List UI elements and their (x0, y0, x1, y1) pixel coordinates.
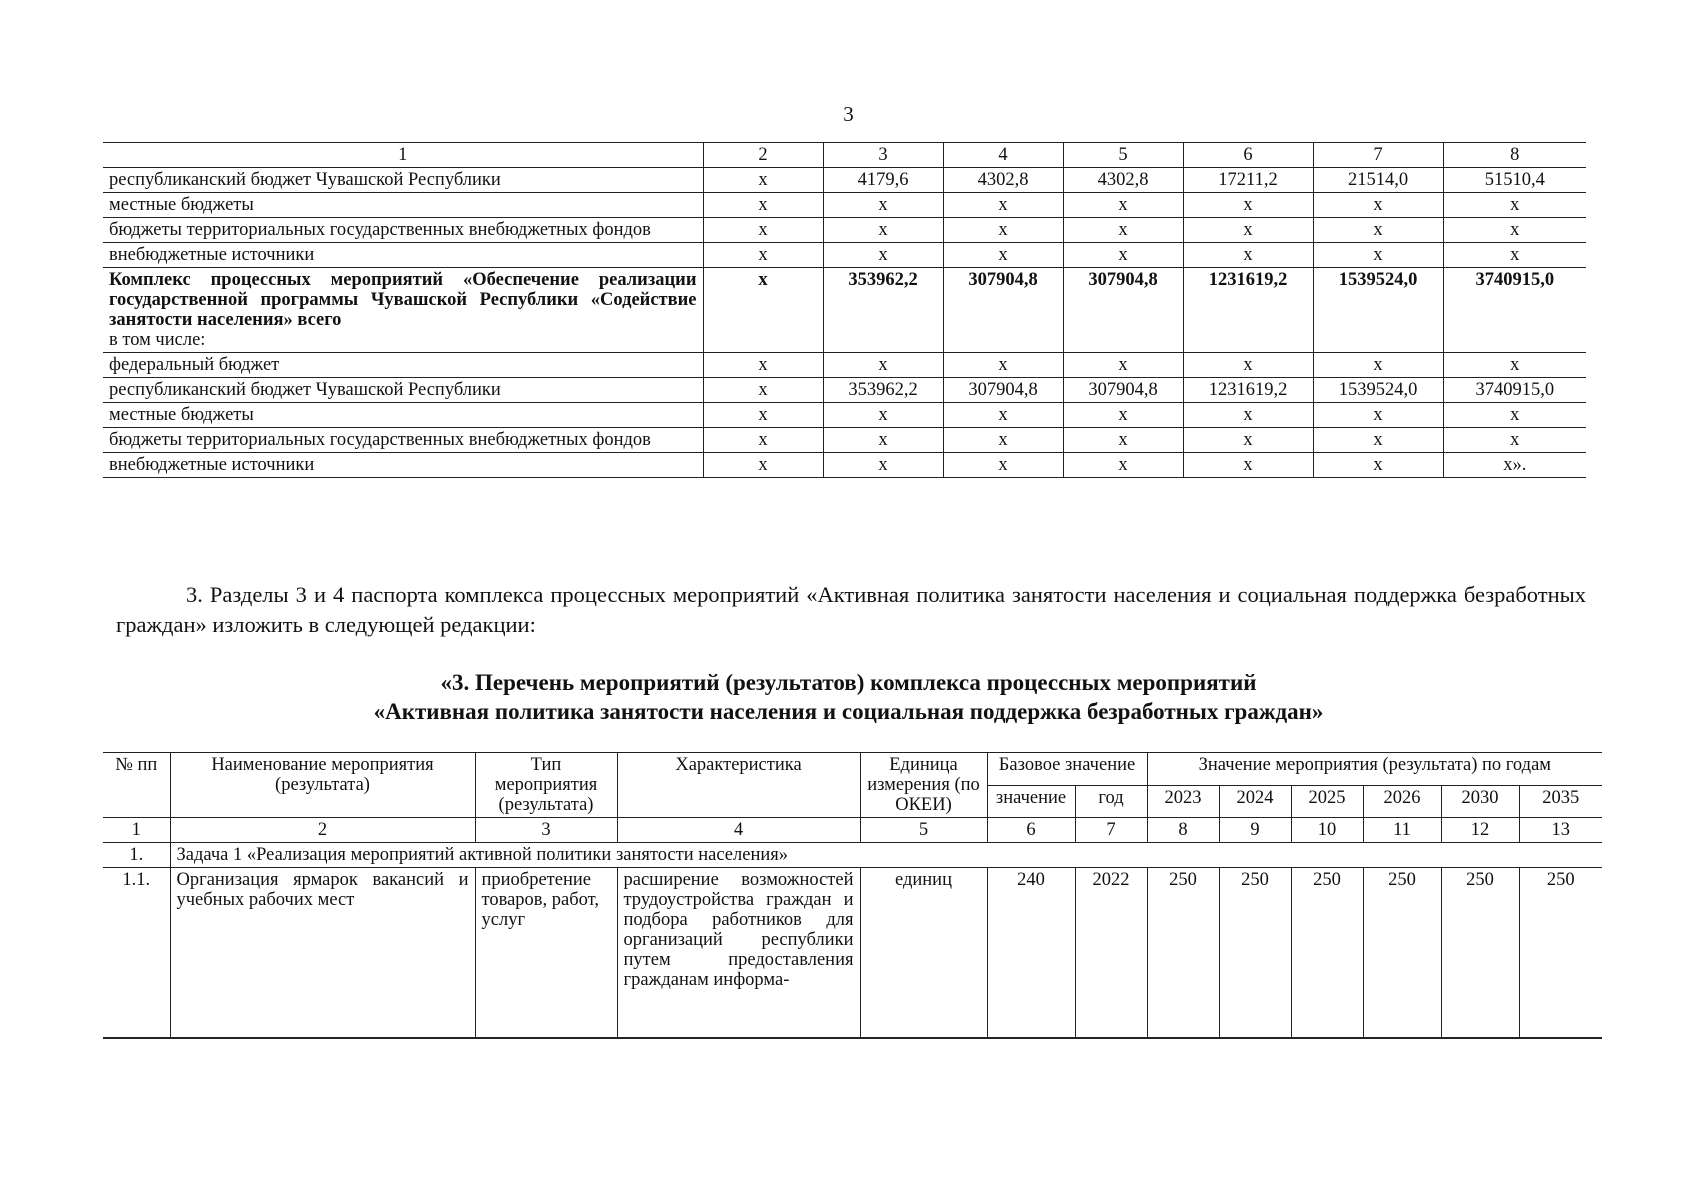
header-name: Наименование мероприятия (результата) (170, 753, 475, 818)
header-year: 2035 (1519, 785, 1602, 818)
cell: x (823, 353, 943, 378)
cell: x (1183, 428, 1313, 453)
cell: x (1063, 403, 1183, 428)
header-cell: 7 (1313, 143, 1443, 168)
header-characteristic: Характеристика (617, 753, 860, 818)
cell: 1539524,0 (1313, 378, 1443, 403)
header-cell: 4 (943, 143, 1063, 168)
cell: 1231619,2 (1183, 378, 1313, 403)
cell: x (943, 353, 1063, 378)
cell: x (1063, 428, 1183, 453)
header-year: 2024 (1219, 785, 1291, 818)
cell: 353962,2 (823, 268, 943, 353)
cell: 307904,8 (943, 268, 1063, 353)
row-label: бюджеты территориальных государственных внебюджетных фондов (103, 218, 703, 243)
cell: 353962,2 (823, 378, 943, 403)
cell: 4302,8 (943, 168, 1063, 193)
item-type: приобретение товаров, работ, услуг (475, 868, 617, 1038)
cell: x (823, 403, 943, 428)
row-label: внебюджетные источники (103, 453, 703, 478)
column-number: 12 (1441, 818, 1519, 843)
column-number: 5 (860, 818, 987, 843)
cell: x (1313, 403, 1443, 428)
page-number: 3 (843, 102, 854, 126)
cell: x (943, 403, 1063, 428)
table-row (103, 453, 1586, 478)
item-base-year: 2022 (1075, 868, 1147, 1038)
cell: x (1443, 193, 1586, 218)
row-label: бюджеты территориальных государственных внебюджетных фондов (103, 428, 703, 453)
column-number: 6 (987, 818, 1075, 843)
cell: 21514,0 (1313, 168, 1443, 193)
section-title-line-1: «3. Перечень мероприятий (результатов) комплекса процессных мероприятий (440, 670, 1257, 695)
row-label: республиканский бюджет Чувашской Республики (103, 168, 703, 193)
activities-table (103, 752, 1602, 1039)
cell: x (703, 193, 823, 218)
financing-table (103, 142, 1586, 478)
header-cell: 5 (1063, 143, 1183, 168)
total-label: Комплекс процессных мероприятий «Обеспечение реализации государственной программы Чувашской Республики «Содействие занятости населения» всего (109, 270, 697, 330)
cell: x (943, 243, 1063, 268)
header-cell: 8 (1443, 143, 1586, 168)
table-row (103, 428, 1586, 453)
column-number: 1 (103, 818, 170, 843)
cell: x (1183, 243, 1313, 268)
row-label: республиканский бюджет Чувашской Республики (103, 378, 703, 403)
cell: x (703, 453, 823, 478)
table-row (103, 243, 1586, 268)
cell: x (1183, 353, 1313, 378)
item-value: 250 (1147, 868, 1219, 1038)
header-values-by-year: Значение мероприятия (результата) по годам (1147, 753, 1602, 786)
cell: x (703, 268, 823, 353)
row-label-total (103, 268, 703, 353)
cell: 51510,4 (1443, 168, 1586, 193)
total-sublabel: в том числе: (109, 330, 206, 350)
item-base-value: 240 (987, 868, 1075, 1038)
cell: x (823, 193, 943, 218)
cell: 4179,6 (823, 168, 943, 193)
column-number: 13 (1519, 818, 1602, 843)
cell: x (1443, 243, 1586, 268)
cell: 3740915,0 (1443, 378, 1586, 403)
cell: x (1183, 403, 1313, 428)
table-row (103, 378, 1586, 403)
item-value: 250 (1363, 868, 1441, 1038)
table-row (103, 193, 1586, 218)
cell: x (703, 353, 823, 378)
cell: x (943, 193, 1063, 218)
cell: x (1313, 453, 1443, 478)
cell: x (1063, 218, 1183, 243)
table-row (103, 353, 1586, 378)
cell: 1539524,0 (1313, 268, 1443, 353)
amendment-paragraph: 3. Разделы 3 и 4 паспорта комплекса процессных мероприятий «Активная политика занятости населения и социальная поддержка безработных граждан» изложить в следующей редакции: (116, 582, 1586, 637)
cell: x (1063, 243, 1183, 268)
cell: x (1443, 353, 1586, 378)
item-characteristic: расширение возможностей трудоустройства граждан и подбора работников для организаций республики путем предоставления гражданам информа- (617, 868, 860, 1038)
item-num: 1.1. (103, 868, 170, 1038)
cell: x (1183, 453, 1313, 478)
row-label: федеральный бюджет (103, 353, 703, 378)
table-row (103, 218, 1586, 243)
item-value: 250 (1219, 868, 1291, 1038)
row-label: внебюджетные источники (103, 243, 703, 268)
table-row (103, 168, 1586, 193)
table-row-total (103, 268, 1586, 353)
table-row (103, 403, 1586, 428)
section-title-line-2: «Активная политика занятости населения и социальная поддержка безработных граждан» (373, 699, 1324, 724)
cell: x (1443, 403, 1586, 428)
cell: 307904,8 (1063, 378, 1183, 403)
cell: x (1443, 428, 1586, 453)
cell: x (1313, 353, 1443, 378)
header-year: 2025 (1291, 785, 1363, 818)
cell: x (703, 218, 823, 243)
cell: x (943, 218, 1063, 243)
cell: 307904,8 (1063, 268, 1183, 353)
header-year: 2030 (1441, 785, 1519, 818)
cell: x (1183, 193, 1313, 218)
cell: x (703, 403, 823, 428)
item-value: 250 (1519, 868, 1602, 1038)
header-base: Базовое значение (987, 753, 1147, 786)
cell: x (823, 243, 943, 268)
cell: x (703, 378, 823, 403)
header-year: 2026 (1363, 785, 1441, 818)
header-num: № пп (103, 753, 170, 818)
header-base-value: значение (987, 785, 1075, 818)
item-name: Организация ярмарок вакансий и учебных рабочих мест (170, 868, 475, 1038)
column-number: 9 (1219, 818, 1291, 843)
column-number: 8 (1147, 818, 1219, 843)
task-row (103, 843, 1602, 868)
column-number: 4 (617, 818, 860, 843)
header-cell: 1 (103, 143, 703, 168)
header-year: 2023 (1147, 785, 1219, 818)
item-value: 250 (1291, 868, 1363, 1038)
cell: 1231619,2 (1183, 268, 1313, 353)
cell: x (1063, 353, 1183, 378)
column-number: 2 (170, 818, 475, 843)
cell: x (1313, 428, 1443, 453)
header-row-1 (103, 753, 1602, 786)
cell: 4302,8 (1063, 168, 1183, 193)
cell: 3740915,0 (1443, 268, 1586, 353)
cell: x (703, 168, 823, 193)
column-number: 7 (1075, 818, 1147, 843)
cell: 307904,8 (943, 378, 1063, 403)
table-header-row (103, 143, 1586, 168)
cell: x (1063, 193, 1183, 218)
header-cell: 2 (703, 143, 823, 168)
task-num: 1. (103, 843, 170, 868)
cell: x (1443, 218, 1586, 243)
header-cell: 6 (1183, 143, 1313, 168)
header-type: Тип мероприятия (результата) (475, 753, 617, 818)
header-cell: 3 (823, 143, 943, 168)
item-row (103, 868, 1602, 1038)
cell: x (703, 428, 823, 453)
column-number: 11 (1363, 818, 1441, 843)
cell: x (823, 218, 943, 243)
column-number-row (103, 818, 1602, 843)
cell: x (1183, 218, 1313, 243)
header-base-year: год (1075, 785, 1147, 818)
cell: x (1313, 193, 1443, 218)
item-unit: единиц (860, 868, 987, 1038)
row-label: местные бюджеты (103, 193, 703, 218)
column-number: 10 (1291, 818, 1363, 843)
column-number: 3 (475, 818, 617, 843)
cell: x (943, 453, 1063, 478)
row-label: местные бюджеты (103, 403, 703, 428)
cell: x (1313, 218, 1443, 243)
task-text: Задача 1 «Реализация мероприятий активной политики занятости населения» (170, 843, 1602, 868)
cell: x (943, 428, 1063, 453)
cell: x (703, 243, 823, 268)
cell: x (823, 428, 943, 453)
item-value: 250 (1441, 868, 1519, 1038)
cell: x (1313, 243, 1443, 268)
cell: x». (1443, 453, 1586, 478)
cell: x (823, 453, 943, 478)
cell: 17211,2 (1183, 168, 1313, 193)
cell: x (1063, 453, 1183, 478)
header-unit: Единица измерения (по ОКЕИ) (860, 753, 987, 818)
